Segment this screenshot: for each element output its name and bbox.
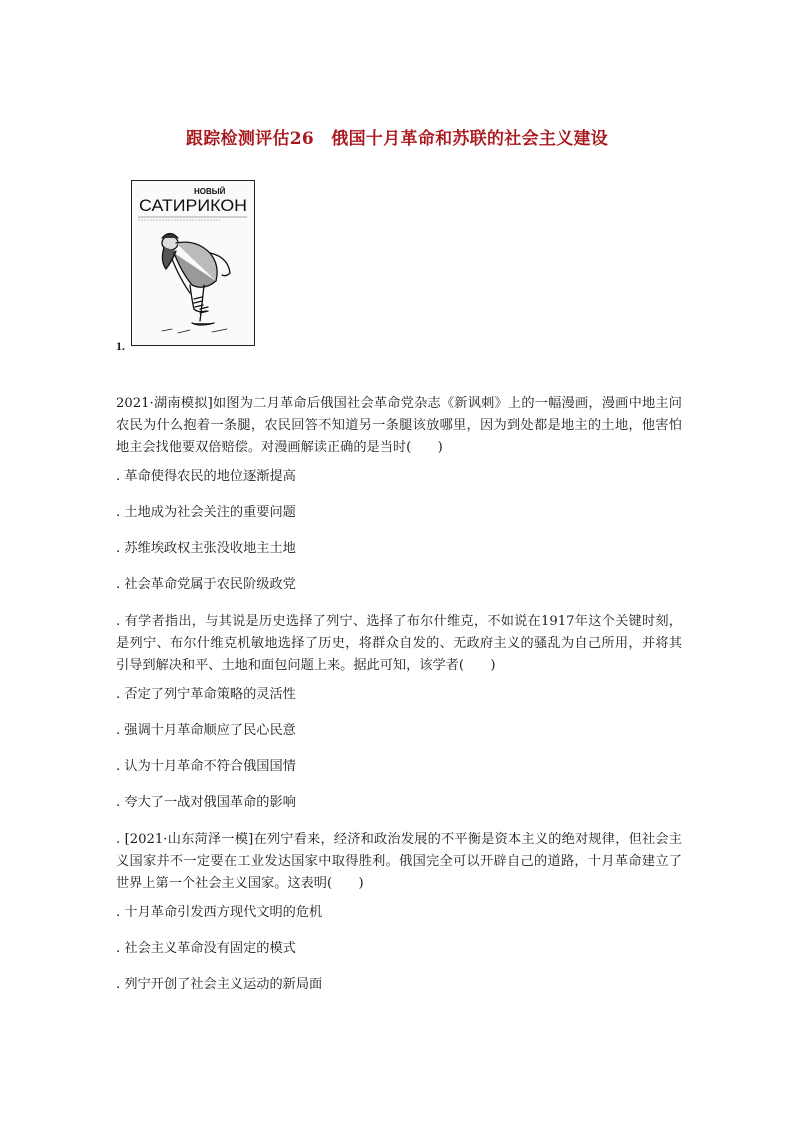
option-a: . 革命使得农民的地位逐渐提高 <box>116 469 296 484</box>
question-number: 1. <box>116 339 125 353</box>
question-stem: . [2021·山东菏泽一模]在列宁看来，经济和政治发展的不平衡是资本主义的绝对规律，但社会主义国家并不一定要在工业发达国家中取得胜利。俄国完全可以开辟自己的道路，十月革命建立了世界上第一个社会主义国家。这表明( ) <box>116 832 682 891</box>
satirical-cartoon-image <box>131 180 255 346</box>
masthead-top: НОВЫЙ <box>194 187 226 196</box>
masthead-main: САТИРИКОН <box>139 196 247 215</box>
option-a: . 十月革命引发西方现代文明的危机 <box>116 905 323 920</box>
question-stem: 2021·湖南模拟]如图为二月革命后俄国社会革命党杂志《新讽刺》上的一幅漫画，漫画中地主问农民为什么抱着一条腿，农民回答不知道另一条腿该放哪里，因为到处都是地主的土地，他害怕地主会找他要双倍赔偿。对漫画解读正确的是当时( ) <box>116 396 682 455</box>
document-title: 跟踪检测评估26 俄国十月革命和苏联的社会主义建设 <box>185 129 609 149</box>
option-a: . 否定了列宁革命策略的灵活性 <box>116 687 296 702</box>
question-stem: . 有学者指出，与其说是历史选择了列宁、选择了布尔什维克，不如说在1917年这个关键时刻，是列宁、布尔什维克机敏地选择了历史，将群众自发的、无政府主义的骚乱为自己所用，并将其引导到解决和平、土地和面包问题上来。据此可知，该学者( ) <box>116 614 682 673</box>
option-b: . 土地成为社会关注的重要问题 <box>116 505 296 520</box>
option-c: . 苏维埃政权主张没收地主土地 <box>116 541 296 556</box>
option-b: . 社会主义革命没有固定的模式 <box>116 941 296 956</box>
option-d: . 社会革命党属于农民阶级政党 <box>116 577 296 592</box>
option-c: . 列宁开创了社会主义运动的新局面 <box>116 977 323 992</box>
option-c: . 认为十月革命不符合俄国国情 <box>116 759 296 774</box>
option-d: . 夸大了一战对俄国革命的影响 <box>116 795 296 810</box>
option-b: . 强调十月革命顺应了民心民意 <box>116 723 296 738</box>
